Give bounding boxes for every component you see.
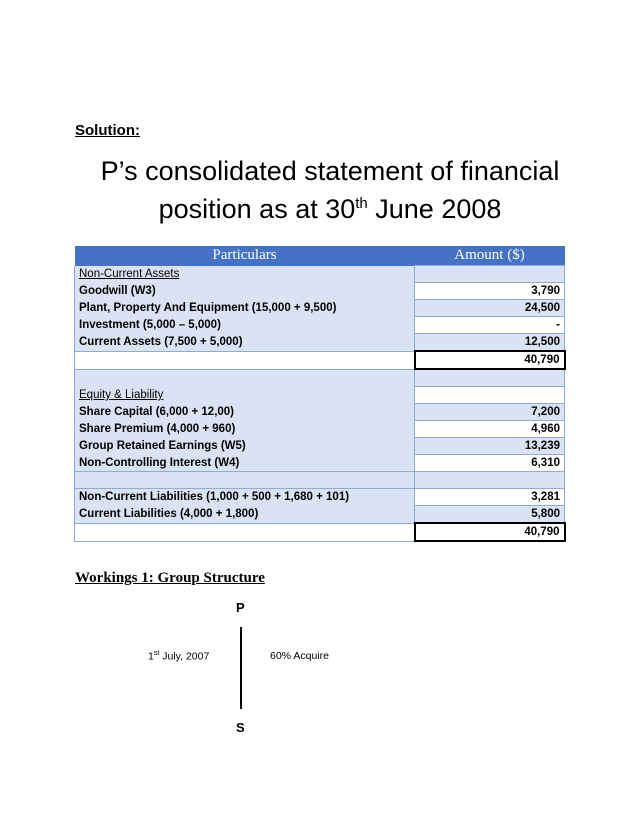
- date-post: July, 2007: [159, 650, 210, 663]
- row-label: Current Liabilities (4,000 + 1,800): [75, 506, 415, 524]
- parent-node-label: P: [236, 600, 245, 615]
- row-amount: 5,800: [415, 506, 565, 524]
- table-row: [75, 334, 565, 352]
- spacer-cell: [75, 369, 415, 387]
- empty-label-cell: [75, 523, 415, 541]
- table-row: [75, 404, 565, 421]
- acquisition-date: [148, 650, 209, 663]
- table-row: [75, 489, 565, 506]
- section-heading-non-current-assets: Non-Current Assets: [75, 266, 415, 283]
- total-amount-1: 40,790: [415, 351, 565, 369]
- row-label: Goodwill (W3): [75, 283, 415, 300]
- subsidiary-node-label: S: [236, 720, 245, 735]
- row-label: Non-Current Liabilities (1,000 + 500 + 1,680 + 101): [75, 489, 415, 506]
- acquisition-percentage: 60% Acquire: [270, 650, 329, 662]
- row-amount: 12,500: [415, 334, 565, 352]
- row-label: Investment (5,000 – 5,000): [75, 317, 415, 334]
- group-structure-line: [240, 627, 242, 709]
- row-amount: 3,281: [415, 489, 565, 506]
- title-line-2-sup: th: [355, 195, 368, 212]
- page-title: [60, 152, 600, 228]
- row-amount: 24,500: [415, 300, 565, 317]
- spacer-cell: [75, 472, 415, 489]
- total-row: [75, 351, 565, 369]
- row-label: Plant, Property And Equipment (15,000 + 9,500): [75, 300, 415, 317]
- spacer-cell: [415, 369, 565, 387]
- row-label: Current Assets (7,500 + 5,000): [75, 334, 415, 352]
- empty-amount-cell: [415, 387, 565, 404]
- table-row: [75, 283, 565, 300]
- date-pre: 1: [148, 650, 154, 663]
- spacer-row: [75, 472, 565, 489]
- row-label: Group Retained Earnings (W5): [75, 438, 415, 455]
- row-amount: 3,790: [415, 283, 565, 300]
- row-amount: 7,200: [415, 404, 565, 421]
- table-row: [75, 506, 565, 524]
- title-line-2-pre: position as at 30: [158, 194, 356, 224]
- row-amount: 13,239: [415, 438, 565, 455]
- workings-heading: Workings 1: Group Structure: [75, 570, 265, 586]
- empty-amount-cell: [415, 266, 565, 283]
- table-header-row: [75, 246, 565, 266]
- header-amount: Amount ($): [415, 246, 565, 266]
- total-row: [75, 523, 565, 541]
- table-row: [75, 317, 565, 334]
- title-line-1: P’s consolidated statement of financial: [100, 156, 560, 186]
- empty-label-cell: [75, 351, 415, 369]
- row-amount: 4,960: [415, 421, 565, 438]
- title-line-2-post: June 2008: [367, 194, 502, 224]
- row-amount: -: [415, 317, 565, 334]
- spacer-row: [75, 369, 565, 387]
- table-row: [75, 300, 565, 317]
- table-row: [75, 455, 565, 472]
- date-sup: st: [153, 650, 160, 657]
- row-label: Share Capital (6,000 + 12,00): [75, 404, 415, 421]
- section2-heading-row: [75, 387, 565, 404]
- section1-heading-row: [75, 266, 565, 283]
- row-amount: 6,310: [415, 455, 565, 472]
- total-amount-2: 40,790: [415, 523, 565, 541]
- row-label: Non-Controlling Interest (W4): [75, 455, 415, 472]
- table-row: [75, 421, 565, 438]
- title-line-2: [60, 190, 600, 228]
- row-label: Share Premium (4,000 + 960): [75, 421, 415, 438]
- financial-position-table: [74, 246, 566, 542]
- spacer-cell: [415, 472, 565, 489]
- table-row: [75, 438, 565, 455]
- header-particulars: Particulars: [75, 246, 415, 266]
- solution-label: Solution:: [75, 122, 140, 139]
- section-heading-equity-liability: Equity & Liability: [75, 387, 415, 404]
